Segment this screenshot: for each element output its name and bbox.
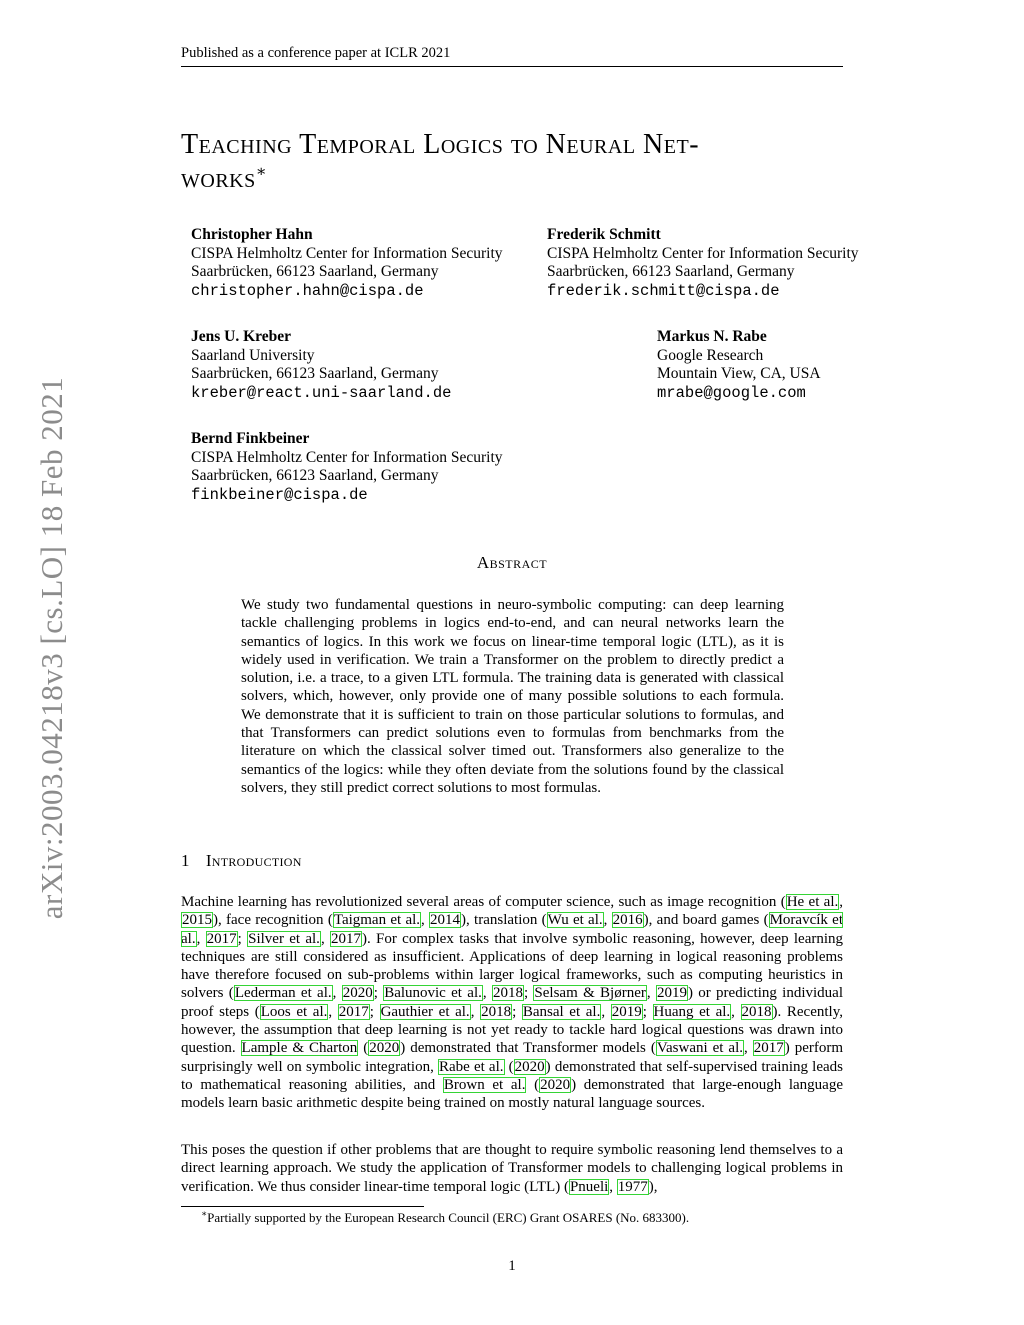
citation-link[interactable]: 2020: [514, 1058, 545, 1075]
body-text: This poses the question if other problems that are thought to require symbolic reasoning lend themselves to a direct learning approach. We study the application of Transformer models to challenging logical problems in verification. We thus consider linear-time temporal logic (LTL) (: [181, 1142, 843, 1195]
citation-link[interactable]: 2017: [206, 930, 237, 947]
body-text: (: [504, 1058, 514, 1075]
body-text: ), translation (: [461, 912, 547, 929]
author-address: Saarbrücken, 66123 Saarland, Germany: [191, 263, 439, 281]
title-line-2: works: [181, 163, 256, 194]
author-block: [191, 430, 503, 505]
author-email[interactable]: christopher.hahn@cispa.de: [191, 282, 424, 301]
footnote-rule: [181, 1206, 424, 1207]
author-affiliation: Google Research: [657, 346, 764, 364]
footnote-text: Partially supported by the European Research Council (ERC) Grant OSARES (No. 683300).: [207, 1210, 690, 1225]
body-text: ) demonstrated that large-enough language models learn basic arithmetic despite being trained on mostly natural language sources.: [181, 1076, 843, 1112]
body-text: ,: [196, 930, 206, 947]
citation-link[interactable]: 2019: [611, 1003, 642, 1020]
body-text: ,: [609, 1178, 617, 1195]
body-text: (: [526, 1076, 540, 1093]
body-text: ;: [369, 1003, 380, 1020]
citation-link[interactable]: 2016: [612, 912, 643, 929]
page-number: 1: [508, 1258, 516, 1274]
author-address: Saarbrücken, 66123 Saarland, Germany: [191, 365, 439, 383]
citation-link[interactable]: Balunovic et al.: [384, 985, 482, 1002]
title-line-1: Teaching Temporal Logics to Neural Net-: [181, 129, 700, 160]
body-text: ) perform surprisingly well on symbolic integration,: [181, 1040, 844, 1075]
citation-link[interactable]: Lample & Charton: [241, 1040, 358, 1057]
citation-link[interactable]: Brown et al.: [443, 1076, 526, 1093]
citation-link[interactable]: 2020: [540, 1076, 571, 1093]
author-block: [191, 226, 503, 301]
citation-link[interactable]: Lederman et al.: [234, 985, 332, 1002]
citation-link[interactable]: 2018: [492, 985, 523, 1002]
citation-link[interactable]: 2015: [182, 912, 212, 929]
author-address: Saarbrücken, 66123 Saarland, Germany: [547, 263, 795, 281]
author-affiliation: CISPA Helmholtz Center for Information Security: [191, 244, 503, 262]
section-number: 1: [181, 851, 190, 870]
author-email[interactable]: finkbeiner@cispa.de: [191, 486, 368, 505]
citation-link[interactable]: He et al.: [786, 894, 839, 910]
body-text: ), and board games (: [643, 912, 769, 929]
body-text: ), face recognition (: [213, 912, 333, 929]
citation-link[interactable]: Rabe et al.: [438, 1058, 504, 1075]
author-name: Markus N. Rabe: [657, 328, 767, 345]
citation-link[interactable]: 2017: [753, 1040, 784, 1057]
body-text: ;: [373, 985, 384, 1002]
body-text: ;: [237, 930, 248, 947]
body-text: ,: [601, 1003, 611, 1020]
body-text: ,: [744, 1040, 753, 1057]
citation-link[interactable]: Gauthier et al.: [380, 1003, 470, 1020]
section-heading: [181, 851, 302, 871]
citation-link[interactable]: 2014: [430, 912, 461, 929]
body-text: ;: [512, 1003, 522, 1020]
body-text: ) demonstrated that Transformer models (: [400, 1040, 656, 1057]
body-text: (: [358, 1040, 369, 1057]
section-title: Introduction: [205, 851, 302, 870]
citation-link[interactable]: 2017: [331, 930, 361, 947]
footnote-marker: ∗: [201, 1208, 208, 1219]
citation-link[interactable]: Vaswani et al.: [656, 1040, 744, 1057]
citation-link[interactable]: 2018: [741, 1003, 772, 1020]
running-header: Published as a conference paper at ICLR 2021: [181, 43, 843, 67]
citation-link[interactable]: 2020: [369, 1040, 400, 1057]
body-text: ) or predicting individual proof steps (: [181, 985, 844, 1020]
author-email[interactable]: mrabe@google.com: [657, 384, 806, 403]
author-email[interactable]: frederik.schmitt@cispa.de: [547, 282, 780, 301]
body-text: ) demonstrated that self-supervised training leads to mathematical reasoning abilities, and: [181, 1058, 844, 1093]
citation-link[interactable]: Loos et al.: [260, 1003, 328, 1020]
author-block: [191, 328, 451, 403]
author-email[interactable]: kreber@react.uni-saarland.de: [191, 384, 452, 403]
author-affiliation: CISPA Helmholtz Center for Information Security: [547, 244, 859, 262]
intro-paragraph-2: [181, 1141, 843, 1196]
body-text: ,: [731, 1003, 741, 1020]
author-affiliation: CISPA Helmholtz Center for Information Security: [191, 448, 503, 466]
citation-link[interactable]: Bansal et al.: [522, 1003, 601, 1020]
abstract-text: We study two fundamental questions in neuro-symbolic computing: can deep learning tackle challenging problems in logics end-to-end, and can neural networks learn the semantics of logics. In this work we focus on linear-time temporal logic (LTL), as it is widely used in verification. We train a Transformer on the problem to directly predict a solution, i.e. a trace, to a given LTL formula. The training data is generated with classical solvers, which, however, only provide one of many possible solutions to each formula. We demonstrate that it is sufficient to train on those particular solutions to formulas, and that Transformers can predict solutions even to formulas from benchmarks from the literature on which the classical solver timed out. Transformers also generalize to the semantics of the logics: while they often deviate from the solutions found by the classical solvers, they still predict correct solutions to most formulas.: [241, 597, 784, 796]
arxiv-identifier-stamp: arXiv:2003.04218v3 [cs.LO] 18 Feb 2021: [34, 376, 69, 920]
footnote: [201, 1210, 689, 1226]
citation-link[interactable]: Silver et al.: [248, 930, 320, 947]
abstract-heading: Abstract: [476, 553, 548, 572]
author-block: [657, 328, 821, 403]
body-text: ,: [646, 985, 656, 1002]
citation-link[interactable]: Selsam & Bjørner: [534, 985, 646, 1002]
citation-link[interactable]: 2018: [481, 1003, 512, 1020]
body-text: ;: [523, 985, 534, 1002]
body-text: ,: [328, 1003, 338, 1020]
citation-link[interactable]: Huang et al.: [653, 1003, 731, 1020]
citation-link[interactable]: Moravcík et al.: [181, 912, 843, 947]
author-name: Bernd Finkbeiner: [191, 430, 310, 447]
body-text: ,: [320, 930, 330, 947]
body-text: ,: [839, 894, 844, 910]
author-address: Saarbrücken, 66123 Saarland, Germany: [191, 467, 439, 485]
title-footnote-marker: ∗: [255, 163, 268, 181]
body-text: ,: [603, 912, 612, 929]
body-text: ;: [642, 1003, 653, 1020]
body-text: Machine learning has revolutionized several areas of computer science, such as image recognition (: [181, 894, 786, 910]
intro-paragraph-1: [181, 893, 843, 1113]
citation-link[interactable]: Taigman et al.: [333, 912, 421, 929]
author-name: Frederik Schmitt: [547, 226, 661, 243]
body-text: ). Recently, however, the assumption that deep learning is not yet ready to tackle hard logical questions was drawn into question.: [181, 1003, 843, 1057]
author-affiliation: Saarland University: [191, 346, 315, 364]
body-text: ). For complex tasks that involve symbolic reasoning, however, deep learning techniques are still considered as insufficient. Applications of deep learning in logical reasoning problems have therefore focused on sub-problems within larger logical frameworks, such as computing heuristics in solvers (: [181, 930, 844, 1002]
body-text: ,: [421, 912, 430, 929]
citation-link[interactable]: Pnueli: [569, 1178, 609, 1195]
citation-link[interactable]: 2017: [338, 1003, 369, 1020]
paper-title: [181, 128, 851, 196]
author-name: Jens U. Kreber: [191, 328, 292, 345]
author-name: Christopher Hahn: [191, 226, 313, 243]
body-text: ),: [648, 1178, 658, 1195]
body-text: ,: [470, 1003, 481, 1020]
body-text: ,: [482, 985, 492, 1002]
citation-link[interactable]: 2019: [656, 985, 687, 1002]
author-block: [547, 226, 859, 301]
citation-link[interactable]: 2020: [342, 985, 373, 1002]
author-address: Mountain View, CA, USA: [657, 365, 821, 383]
citation-link[interactable]: 1977: [617, 1178, 648, 1195]
body-text: ,: [332, 985, 342, 1002]
citation-link[interactable]: Wu et al.: [547, 912, 603, 929]
